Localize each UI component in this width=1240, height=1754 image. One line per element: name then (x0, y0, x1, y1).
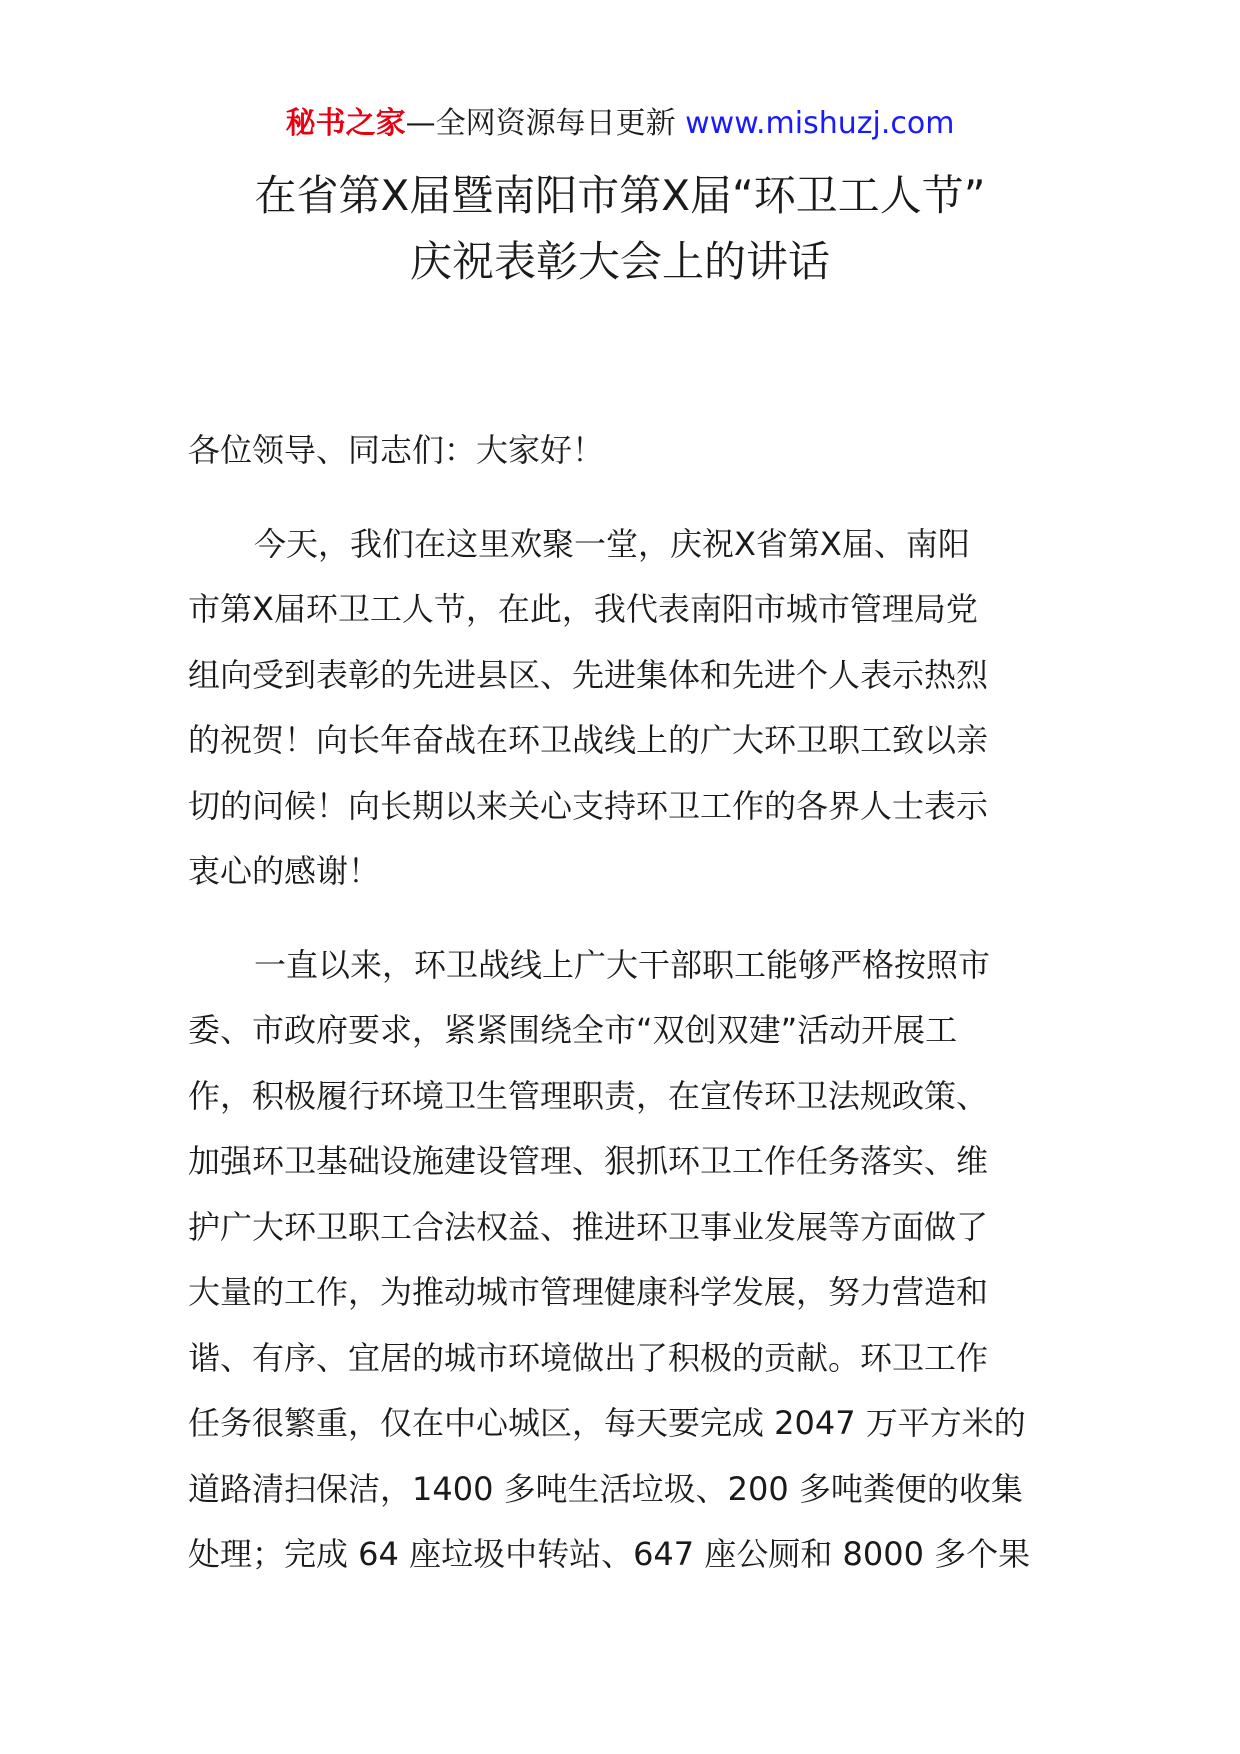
paragraph-line: 大量的工作，为推动城市管理健康科学发展，努力营造和 (188, 1273, 989, 1311)
banner-tagline: 全网资源每日更新 (435, 106, 686, 141)
paragraph-line: 今天，我们在这里欢聚一堂，庆祝Ⅹ省第Ⅹ届、南阳 (254, 524, 970, 563)
greeting: 各位领导、同志们：大家好！ (188, 431, 605, 469)
paragraph-line: 任务很繁重，仅在中心城区，每天要完成 2047 万平方米的 (188, 1404, 1026, 1442)
document-body (188, 418, 1058, 1616)
site-url-link[interactable]: www.mishuzj.com (685, 106, 955, 141)
paragraph-line: 组向受到表彰的先进县区、先进集体和先进个人表示热烈 (188, 655, 989, 694)
paragraph-line: 作，积极履行环境卫生管理职责，在宣传环卫法规政策、 (188, 1076, 989, 1115)
site-banner (0, 100, 1240, 148)
paragraph-line: 谐、有序、宜居的城市环境做出了积极的贡献。环卫工作 (188, 1338, 989, 1377)
paragraph-line: 一直以来，环卫战线上广大干部职工能够严格按照市 (254, 945, 991, 984)
paragraph-line: 切的问候！向长期以来关心支持环卫工作的各界人士表示 (188, 786, 989, 825)
paragraph-line: 护广大环卫职工合法权益、推进环卫事业发展等方面做了 (188, 1207, 989, 1246)
paragraph-line: 的祝贺！向长年奋战在环卫战线上的广大环卫职工致以亲 (188, 721, 989, 759)
brand-name: 秘书之家 (285, 106, 406, 141)
paragraph-line: 市第Ⅹ届环卫工人节，在此，我代表南阳市城市管理局党 (188, 590, 978, 628)
paragraph-line: 衷心的感谢！ (188, 852, 381, 890)
title-line: 庆祝表彰大会上的讲话 (409, 237, 830, 286)
document-title (100, 163, 1140, 295)
title-line: 在省第Ⅹ届暨南阳市第Ⅹ届“环卫工人节” (254, 171, 986, 220)
paragraph-line: 加强环卫基础设施建设管理、狠抓环卫工作任务落实、维 (188, 1142, 989, 1180)
paragraph (188, 933, 1058, 1588)
banner-dash: — (405, 106, 436, 141)
paragraph-line: 处理；完成 64 座垃圾中转站、647 座公厕和 8000 多个果 (188, 1535, 1031, 1573)
paragraph (188, 512, 1058, 905)
paragraph-line: 道路清扫保洁，1400 多吨生活垃圾、200 多吨粪便的收集 (188, 1469, 1023, 1508)
paragraph-line: 委、市政府要求，紧紧围绕全市“双创双建”活动开展工 (188, 1011, 958, 1049)
